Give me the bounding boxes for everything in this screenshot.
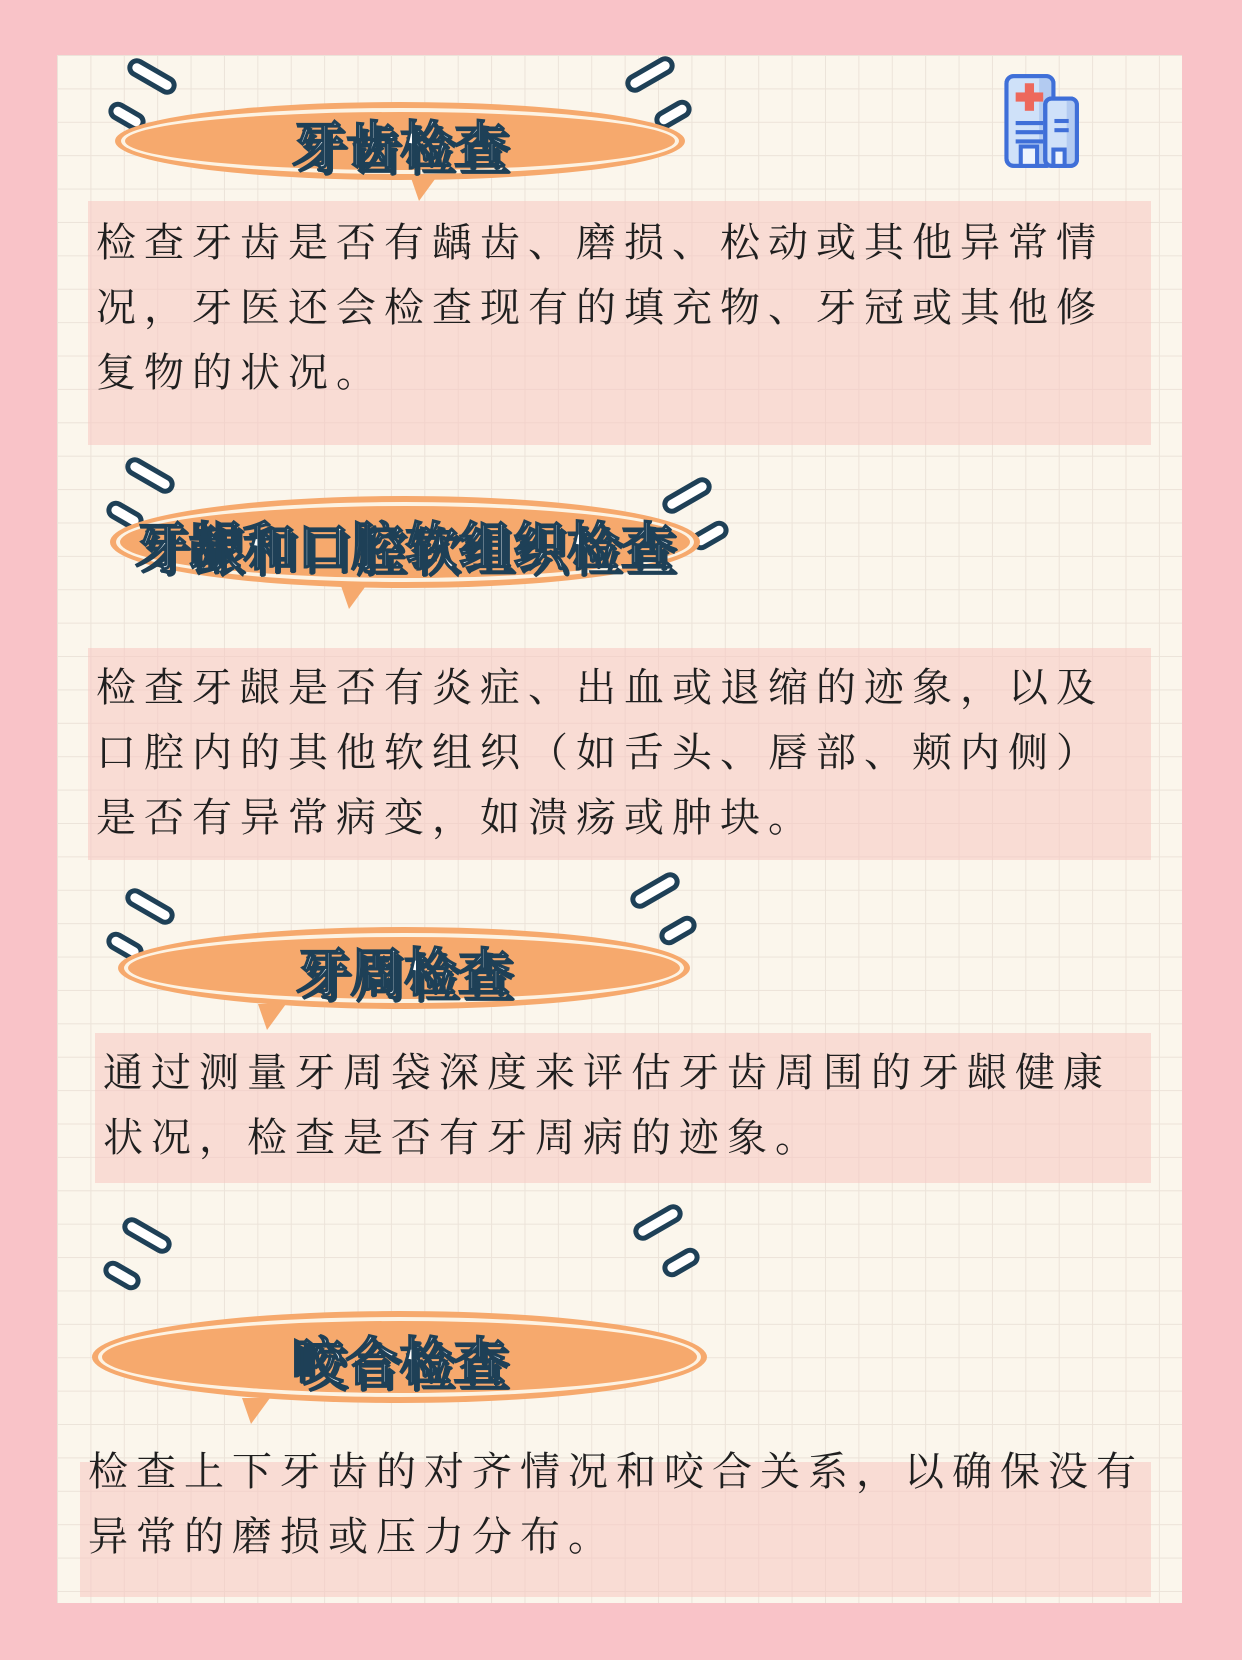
section-4-paragraph xyxy=(80,1440,1151,1603)
sparkle-dash-icon xyxy=(122,454,178,497)
section-3-paragraph xyxy=(95,1033,1151,1183)
section-2-header-bubble xyxy=(110,496,700,588)
paragraph-line: 况，牙医还会检查现有的填充物、牙冠或其他修 xyxy=(96,285,1104,331)
section-4-header-bubble xyxy=(92,1311,707,1403)
section-2-title: 牙龈和口腔软组织检查 xyxy=(134,517,675,578)
sparkle-icon xyxy=(613,1205,705,1301)
section-1-paragraph xyxy=(88,201,1151,445)
section-2-paragraph xyxy=(88,648,1151,860)
paragraph-line: 复物的状况。 xyxy=(96,350,384,396)
sparkle-dash-icon xyxy=(100,1257,144,1293)
sparkle-dash-icon xyxy=(122,885,178,928)
section-3-title: 牙周检查 xyxy=(295,943,512,1004)
sparkle-dash-icon xyxy=(124,55,180,98)
sparkle-dash-icon xyxy=(659,1244,703,1280)
paragraph-line: 异常的磨损或压力分布。 xyxy=(88,1514,616,1560)
sparkle-dash-icon xyxy=(622,53,678,96)
sparkle-dash-icon xyxy=(627,869,683,912)
sparkle-icon xyxy=(100,1218,192,1314)
sparkle-dash-icon xyxy=(630,1201,686,1244)
paragraph-line: 口腔内的其他软组织（如舌头、唇部、颊内侧） xyxy=(96,730,1104,776)
bubble-tail xyxy=(242,1398,270,1424)
hospital-building-icon xyxy=(982,70,1084,172)
section-4-title: 咬合检查 xyxy=(291,1332,508,1393)
section-1-header-bubble xyxy=(115,102,685,180)
paragraph-line: 状况，检查是否有牙周病的迹象。 xyxy=(103,1115,823,1161)
paragraph-line: 检查牙龈是否有炎症、出血或退缩的迹象，以及 xyxy=(96,665,1104,711)
paragraph-line: 检查牙齿是否有龋齿、磨损、松动或其他异常情 xyxy=(96,220,1104,266)
bubble-tail xyxy=(258,1004,286,1030)
bubble-tail xyxy=(340,583,368,609)
bubble-tail xyxy=(410,175,438,201)
sparkle-dash-icon xyxy=(119,1214,175,1257)
sparkle-dash-icon xyxy=(656,912,700,948)
section-1-title: 牙齿检查 xyxy=(291,116,508,177)
section-3-header-bubble xyxy=(118,927,690,1009)
paragraph-line: 是否有异常病变，如溃疡或肿块。 xyxy=(96,795,816,841)
paragraph-line: 检查上下牙齿的对齐情况和咬合关系，以确保没有 xyxy=(88,1449,1144,1495)
paragraph-line: 通过测量牙周袋深度来评估牙齿周围的牙龈健康 xyxy=(103,1050,1111,1096)
grid-paper xyxy=(57,55,1182,1603)
